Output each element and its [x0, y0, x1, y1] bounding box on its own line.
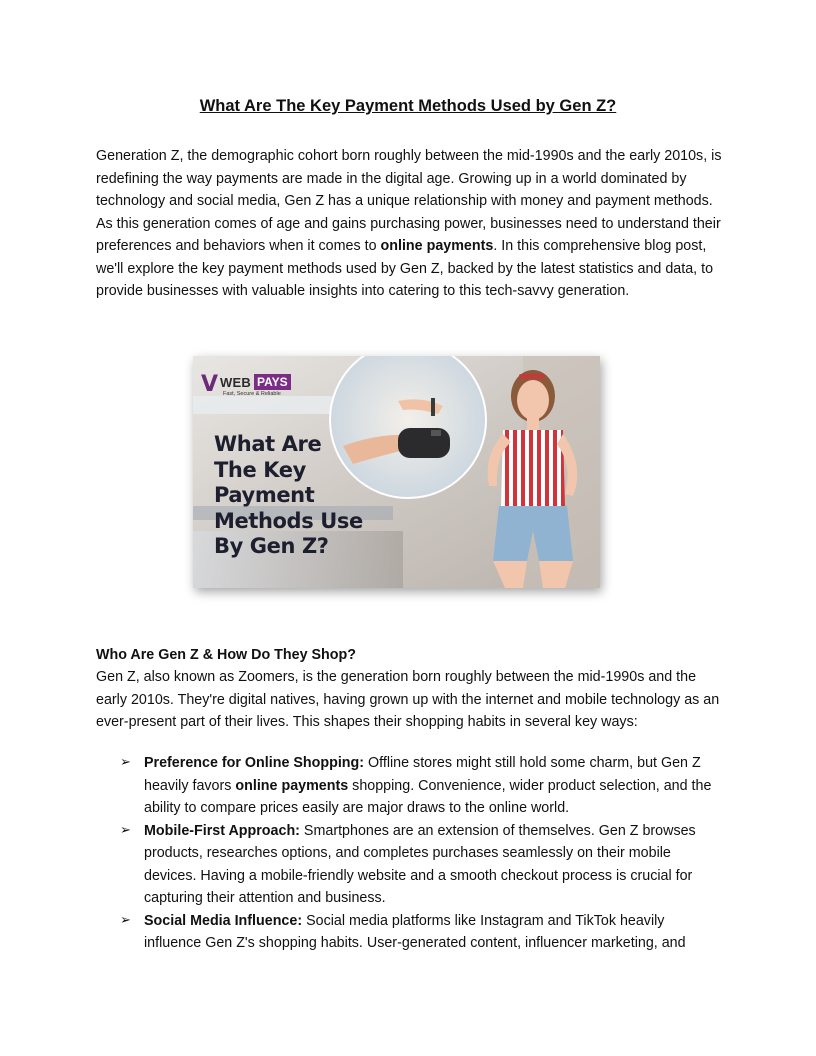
intro-text-2: . In this comprehensive blog post, we'll explore the key payment methods used by Gen Z, backed by the latest statistics and data, to provide businesses with valuable insights into catering to this tech-savvy generation. [96, 238, 714, 299]
list-item-text: Smartphones are an extension of themselves. Gen Z browses products, researches options, and completes purchases seamlessly on their mobile devices. Having a mobile-friendly website and a smooth checkout process is crucial for capturing their attention and business. [144, 822, 696, 906]
list-item [96, 752, 716, 820]
banner-headline-line: By Gen Z? [214, 534, 329, 558]
list-item-label: Mobile-First Approach: [144, 822, 300, 839]
intro-text-1: Generation Z, the demographic cohort born roughly between the mid-1990s and the early 2010s, is redefining the way payments are made in the digital age. Growing up in a world dominated by technology and social media, Gen Z has a unique relationship with money and payment methods. As this generation comes of age and gains purchasing power, businesses need to understand their preferences and behaviors when it comes to [96, 148, 722, 254]
banner-headline-line: The Key [214, 457, 306, 482]
list-item-text: Social media platforms like Instagram and TikTok heavily influence Gen Z's shopping habits. User-generated content, influencer marketing, and [144, 912, 686, 951]
logo-web-text: WEB [220, 375, 251, 390]
list-item-bold-text: online payments [235, 777, 349, 794]
logo-tagline: Fast, Secure & Reliable [223, 391, 281, 397]
list-item-text: Offline stores might still hold some charm, but Gen Z heavily favors [144, 755, 701, 794]
banner-headline-line: Methods Use [214, 508, 363, 533]
intro-paragraph [96, 145, 726, 303]
article-banner-image [193, 356, 600, 588]
page-title: What Are The Key Payment Methods Used by Gen Z? [199, 97, 617, 115]
arrow-bullet-icon: ➢ [120, 755, 131, 770]
section-heading: Who Are Gen Z & How Do They Shop? [96, 647, 356, 663]
shopping-habits-list [96, 752, 716, 955]
banner-headline [214, 432, 384, 560]
list-item-label: Preference for Online Shopping: [144, 755, 365, 771]
webpays-v-mark-icon: V [201, 372, 219, 397]
logo-pays-text: PAYS [254, 374, 291, 390]
list-item [96, 910, 716, 955]
list-item [96, 820, 716, 910]
arrow-bullet-icon: ➢ [120, 912, 131, 928]
banner-headline-line: Payment [214, 483, 315, 507]
banner-headline-line: What Are [214, 432, 322, 456]
intro-bold-link-text: online payments [380, 238, 494, 254]
webpays-logo [201, 372, 287, 402]
list-item-text: shopping. Convenience, wider product selection, and the ability to compare prices easily are major draws to the online world. [144, 777, 712, 816]
arrow-bullet-icon: ➢ [120, 822, 131, 838]
list-item-label: Social Media Influence: [144, 912, 303, 929]
section-body: Gen Z, also known as Zoomers, is the generation born roughly between the mid-1990s and the early 2010s. They're digital natives, having grown up with the internet and mobile technology as an ever-present part of their lives. This shapes their shopping habits in several key ways: [96, 669, 720, 730]
